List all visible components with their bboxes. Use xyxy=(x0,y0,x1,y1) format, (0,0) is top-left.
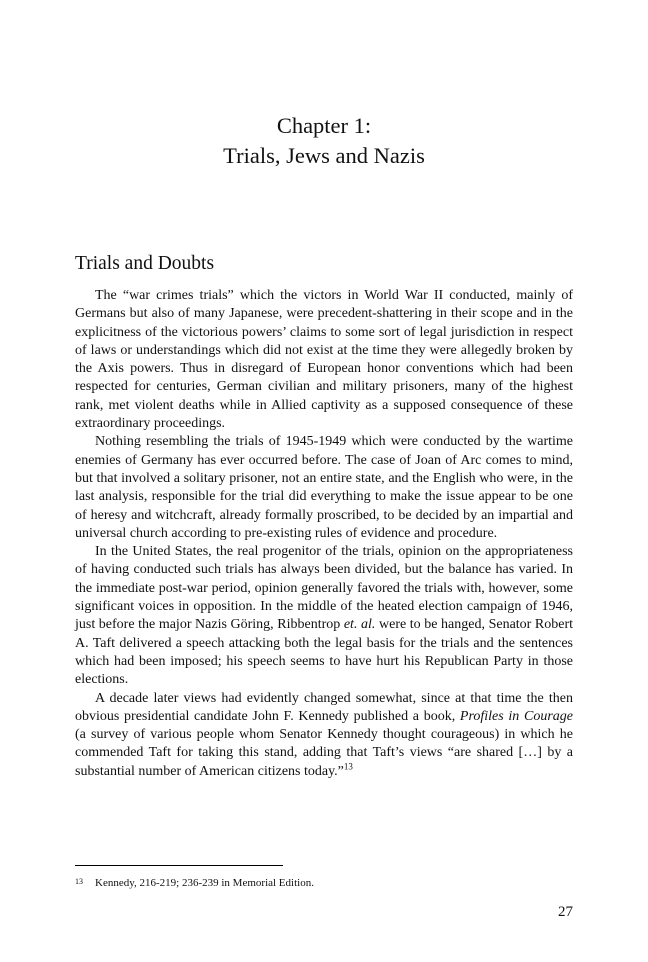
book-title: Profiles in Courage xyxy=(459,708,574,724)
paragraph-3-part-a: In the United States, the real progenitor of the trials, opinion on the appropriateness of having conducted such trials has always been divided, but the balance has varied. In the immediate post-war period, opinion generally favored the trials with, however, some significant voices in opposition. In the middle of the heated election campaign of 1946, just before the major Nazis Göring, Ribbentrop xyxy=(75,544,573,633)
footnote xyxy=(75,876,314,890)
paragraph-3 xyxy=(75,543,573,689)
footnote-reference[interactable]: 13 xyxy=(343,761,353,772)
paragraph-4 xyxy=(75,690,573,781)
page-number: 27 xyxy=(558,904,573,920)
footnote-number: 13 xyxy=(75,877,83,886)
paragraph-3-part-b: were to be hanged, Senator Robert A. Taft delivered a speech attacking both the legal basis for the trials and the sentences which had been imposed; his speech seems to have hurt his Republican Party in those elections. xyxy=(75,617,574,688)
paragraph-4-part-a: A decade later views had evidently changed somewhat, since at that time the then obvious presidential candidate John F. Kennedy published a book, xyxy=(75,690,573,724)
paragraph-3-italic: et. al. xyxy=(343,617,376,633)
section-heading: Trials and Doubts xyxy=(75,253,215,274)
footnote-text: Kennedy, 216-219; 236-239 in Memorial Edition. xyxy=(95,877,314,889)
paragraph-4-part-b: (a survey of various people whom Senator Kennedy thought courageous) in which he commended Taft for taking this stand, adding that Taft’s views “are shared […] by a substantial number of American citizens today.” xyxy=(75,727,573,779)
body-text xyxy=(75,287,573,781)
footnote-divider xyxy=(75,865,283,866)
chapter-title: Trials, Jews and Nazis xyxy=(223,143,425,168)
paragraph-1: The “war crimes trials” which the victors in World War II conducted, mainly of Germans but also of many Japanese, were precedent-shattering in their scope and in the explicitness of the victorious powers’ claims to some sort of legal jurisdiction in respect of laws or understandings which did not exist at the time they were allegedly broken by the Axis powers. Thus in disregard of European honor conventions which had been respected for centuries, German civilian and military prisoners, many of the highest rank, met violent deaths while in Allied captivity as a supposed consequence of these extraordinary proceedings. xyxy=(75,288,573,432)
chapter-number: Chapter 1: xyxy=(276,113,372,138)
paragraph-2: Nothing resembling the trials of 1945-1949 which were conducted by the wartime enemies of Germany has ever occurred before. The case of Joan of Arc comes to mind, but that involved a solitary prisoner, not an entire state, and the English who were, in the last analysis, responsible for the trial did everything to make the issue appear to be one of heresy and witchcraft, already formally proscribed, to be decided by an impartial and universal church according to pre-existing rules of evidence and procedure. xyxy=(75,434,573,541)
